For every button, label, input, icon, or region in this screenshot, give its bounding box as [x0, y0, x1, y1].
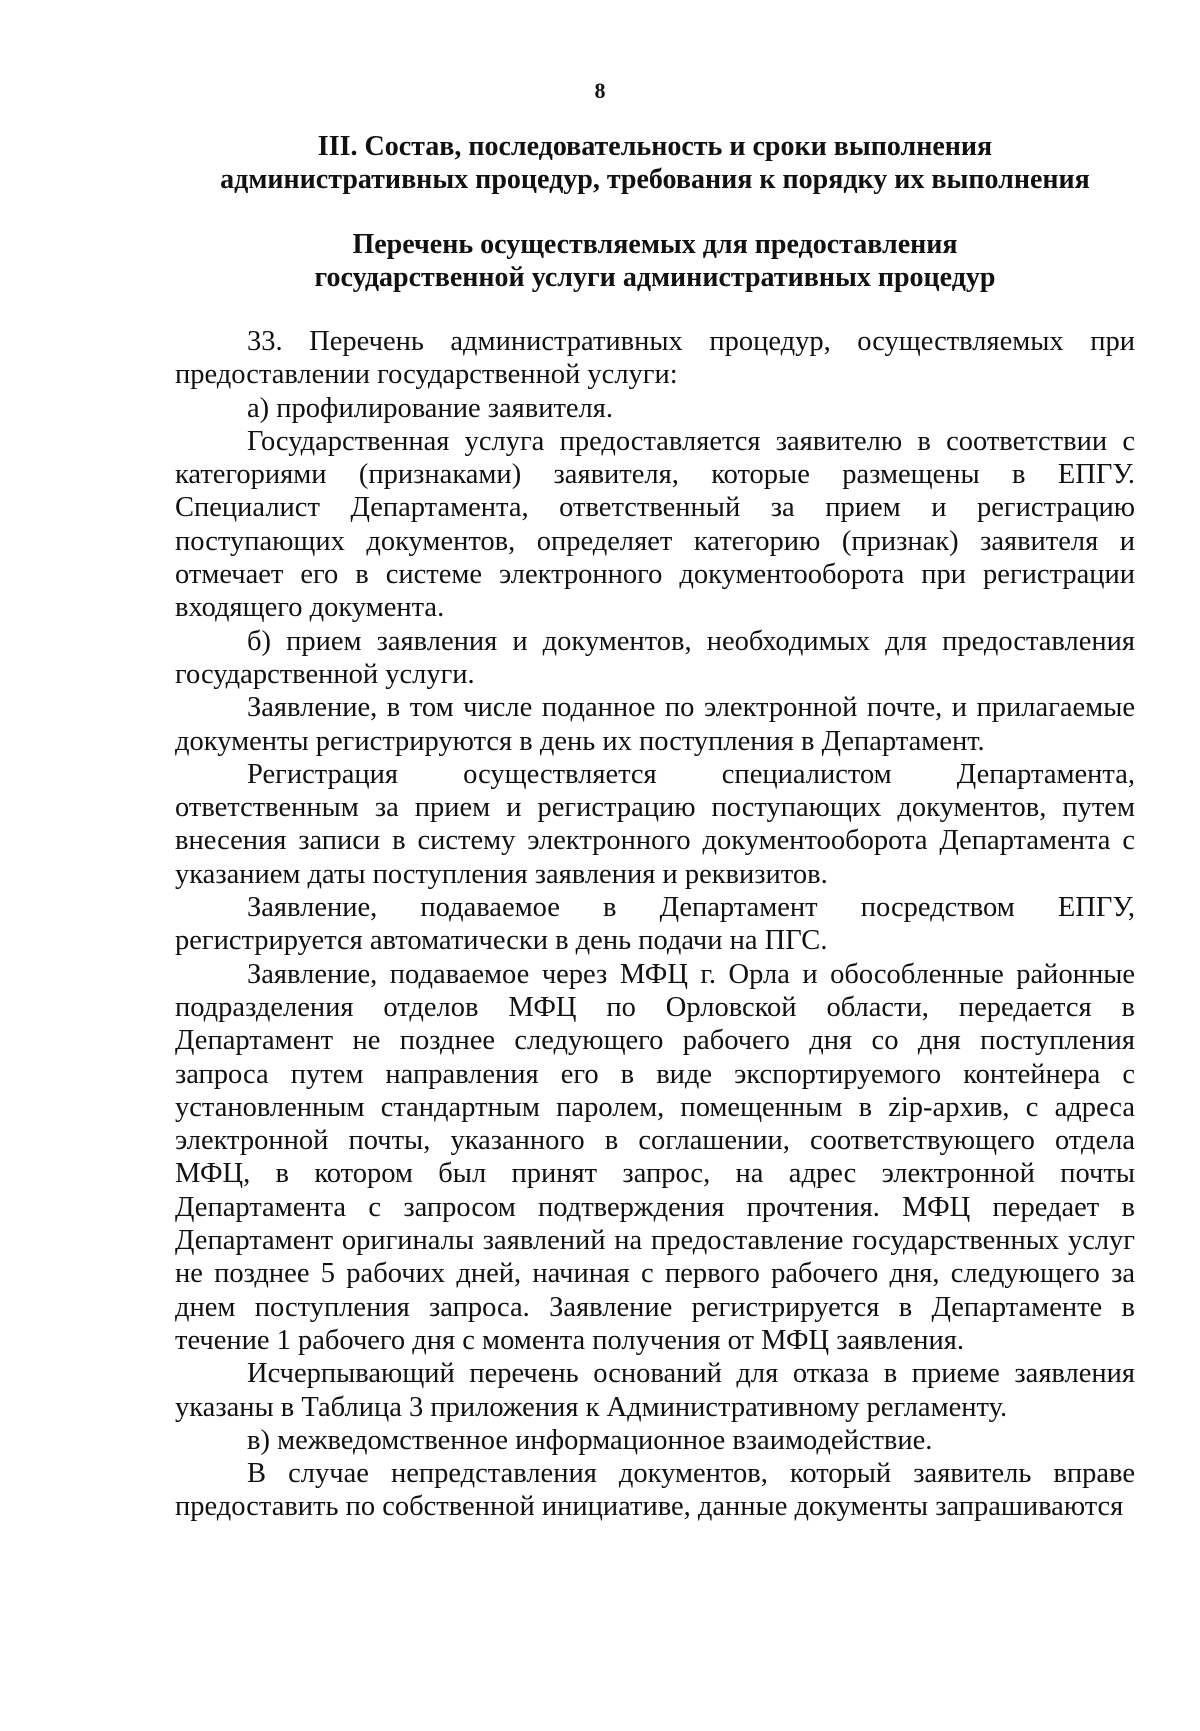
- paragraph: В случае непредставления документов, который заявитель вправе предоставить по собственной инициативе, данные документы запрашиваются: [175, 1458, 1135, 1523]
- subsection-title-line: Перечень осуществляемых для предоставления: [352, 229, 958, 260]
- section-title-line: III. Состав, последовательность и сроки выполнения: [317, 131, 993, 162]
- subsection-title: [175, 228, 1135, 294]
- paragraph: Государственная услуга предоставляется заявителю в соответствии с категориями (признаками) заявителя, которые размещены в ЕПГУ. Специалист Департамента, ответственный за прием и регистрацию поступающих документов, определяет категорию (признак) заявителя и отмечает его в системе электронного документооборота при регистрации входящего документа.: [175, 425, 1135, 624]
- page-number: 8: [594, 78, 606, 103]
- paragraph: Заявление, подаваемое в Департамент посредством ЕПГУ, регистрируется автоматически в день подачи на ПГС.: [175, 892, 1135, 957]
- paragraph: Заявление, подаваемое через МФЦ г. Орла и обособленные районные подразделения отделов МФЦ по Орловской области, передается в Департамент не позднее следующего рабочего дня со дня поступления запроса путем направления его в виде экспортируемого контейнера с установленным стандартным паролем, помещенным в zip-архив, с адреса электронной почты, указанного в соглашении, соответствующего отдела МФЦ, в котором был принят запрос, на адрес электронной почты Департамента с запросом подтверждения прочтения. МФЦ передает в Департамент оригиналы заявлений на предоставление государственных услуг не позднее 5 рабочих дней, начиная с первого рабочего дня, следующего за днем поступления запроса. Заявление регистрируется в Департаменте в течение 1 рабочего дня с момента получения от МФЦ заявления.: [175, 958, 1135, 1356]
- paragraph-item-33: 33. Перечень административных процедур, осуществляемых при предоставлении государственной услуги:: [175, 326, 1135, 391]
- paragraph-subitem-v: в) межведомственное информационное взаимодействие.: [247, 1424, 933, 1456]
- paragraph: Исчерпывающий перечень оснований для отказа в приеме заявления указаны в Таблица 3 приложения к Административному регламенту.: [175, 1358, 1135, 1423]
- paragraph-subitem-a: а) профилирование заявителя.: [247, 392, 614, 424]
- section-title: [175, 130, 1135, 196]
- subsection-title-line: государственной услуги административных процедур: [314, 262, 996, 293]
- paragraph: Заявление, в том числе поданное по электронной почте, и прилагаемые документы регистрируются в день их поступления в Департамент.: [175, 692, 1135, 757]
- paragraph-subitem-b: б) прием заявления и документов, необходимых для предоставления государственной услуги.: [175, 625, 1135, 690]
- body-text: [175, 325, 1135, 1524]
- paragraph: Регистрация осуществляется специалистом Департамента, ответственным за прием и регистрацию поступающих документов, путем внесения записи в систему электронного документооборота Департамента с указанием даты поступления заявления и реквизитов.: [175, 758, 1135, 890]
- section-title-line: административных процедур, требования к порядку их выполнения: [220, 164, 1090, 195]
